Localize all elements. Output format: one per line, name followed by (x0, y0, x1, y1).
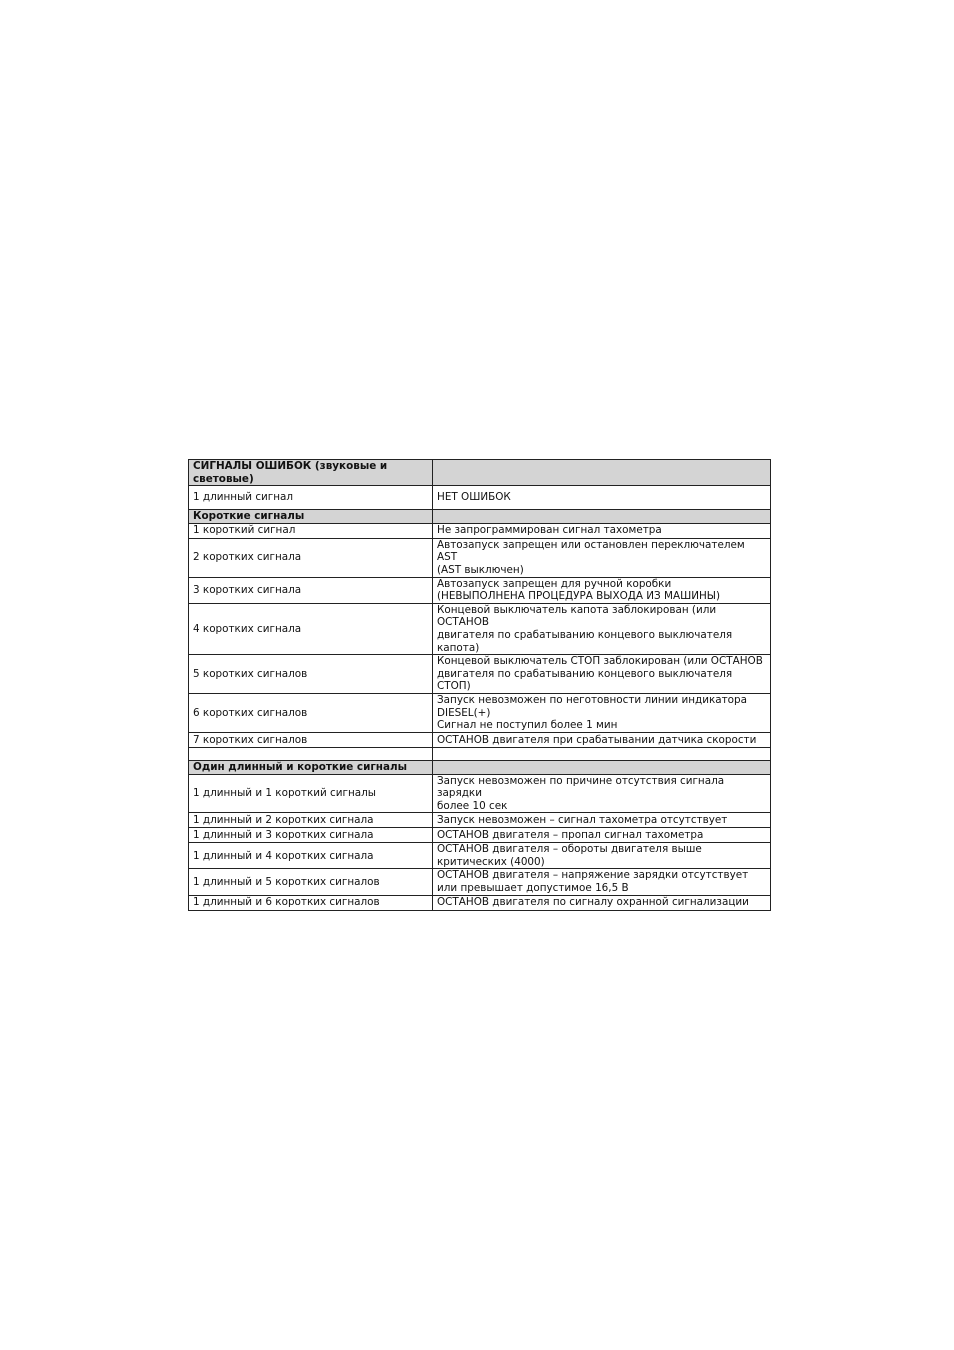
meaning-cell: ОСТАНОВ двигателя при срабатывании датчика скорости (433, 732, 771, 747)
table-row (189, 538, 771, 577)
spacer-row (189, 747, 771, 760)
meaning-cell: НЕТ ОШИБОК (433, 486, 771, 510)
table-row (189, 577, 771, 603)
meaning-cell: Концевой выключатель СТОП заблокирован (или ОСТАНОВ двигателя по срабатыванию концевого выключателя СТОП) (433, 655, 771, 694)
signal-cell: 1 длинный и 4 коротких сигнала (189, 843, 433, 869)
spacer-cell (433, 747, 771, 760)
signal-cell: 4 коротких сигнала (189, 603, 433, 654)
meaning-cell: Не запрограммирован сигнал тахометра (433, 523, 771, 538)
table-row (189, 693, 771, 732)
meaning-cell: ОСТАНОВ двигателя – обороты двигателя выше критических (4000) (433, 843, 771, 869)
table-row (189, 843, 771, 869)
section-header-short (189, 510, 771, 524)
meaning-cell: Запуск невозможен по причине отсутствия сигнала зарядки более 10 сек (433, 774, 771, 813)
signal-cell: 1 длинный сигнал (189, 486, 433, 510)
table-row (189, 523, 771, 538)
meaning-cell: Автозапуск запрещен или остановлен переключателем AST (AST выключен) (433, 538, 771, 577)
table-row (189, 813, 771, 828)
signal-cell: 5 коротких сигналов (189, 655, 433, 694)
signal-cell: 1 длинный и 3 коротких сигнала (189, 828, 433, 843)
spacer-cell (189, 747, 433, 760)
meaning-cell: ОСТАНОВ двигателя по сигналу охранной сигнализации (433, 895, 771, 910)
signal-cell: 1 короткий сигнал (189, 523, 433, 538)
signal-cell: 6 коротких сигналов (189, 693, 433, 732)
meaning-cell: ОСТАНОВ двигателя – напряжение зарядки отсутствует или превышает допустимое 16,5 В (433, 869, 771, 895)
table-row (189, 895, 771, 910)
section-header-long-short (189, 760, 771, 774)
signal-cell: 2 коротких сигнала (189, 538, 433, 577)
signal-cell: 1 длинный и 6 коротких сигналов (189, 895, 433, 910)
meaning-cell: Запуск невозможен по неготовности линии индикатора DIESEL(+) Сигнал не поступил более 1 мин (433, 693, 771, 732)
error-signals-table (188, 459, 771, 911)
table-row (189, 486, 771, 510)
signal-cell: 3 коротких сигнала (189, 577, 433, 603)
signal-cell: 7 коротких сигналов (189, 732, 433, 747)
meaning-cell: ОСТАНОВ двигателя – пропал сигнал тахометра (433, 828, 771, 843)
table-row (189, 774, 771, 813)
section-title: Один длинный и короткие сигналы (189, 760, 433, 774)
table-row (189, 732, 771, 747)
table-title-empty-cell (433, 460, 771, 486)
table-row (189, 655, 771, 694)
signal-cell: 1 длинный и 5 коротких сигналов (189, 869, 433, 895)
table-row (189, 603, 771, 654)
meaning-cell: Запуск невозможен – сигнал тахометра отсутствует (433, 813, 771, 828)
section-empty-cell (433, 510, 771, 524)
signal-cell: 1 длинный и 2 коротких сигнала (189, 813, 433, 828)
table-title-row (189, 460, 771, 486)
table-row (189, 828, 771, 843)
table-row (189, 869, 771, 895)
section-title: Короткие сигналы (189, 510, 433, 524)
table-title: СИГНАЛЫ ОШИБОК (звуковые и световые) (189, 460, 433, 486)
section-empty-cell (433, 760, 771, 774)
signal-cell: 1 длинный и 1 короткий сигналы (189, 774, 433, 813)
meaning-cell: Концевой выключатель капота заблокирован (или ОСТАНОВ двигателя по срабатыванию концевого выключателя капота) (433, 603, 771, 654)
meaning-cell: Автозапуск запрещен для ручной коробки (НЕВЫПОЛНЕНА ПРОЦЕДУРА ВЫХОДА ИЗ МАШИНЫ) (433, 577, 771, 603)
